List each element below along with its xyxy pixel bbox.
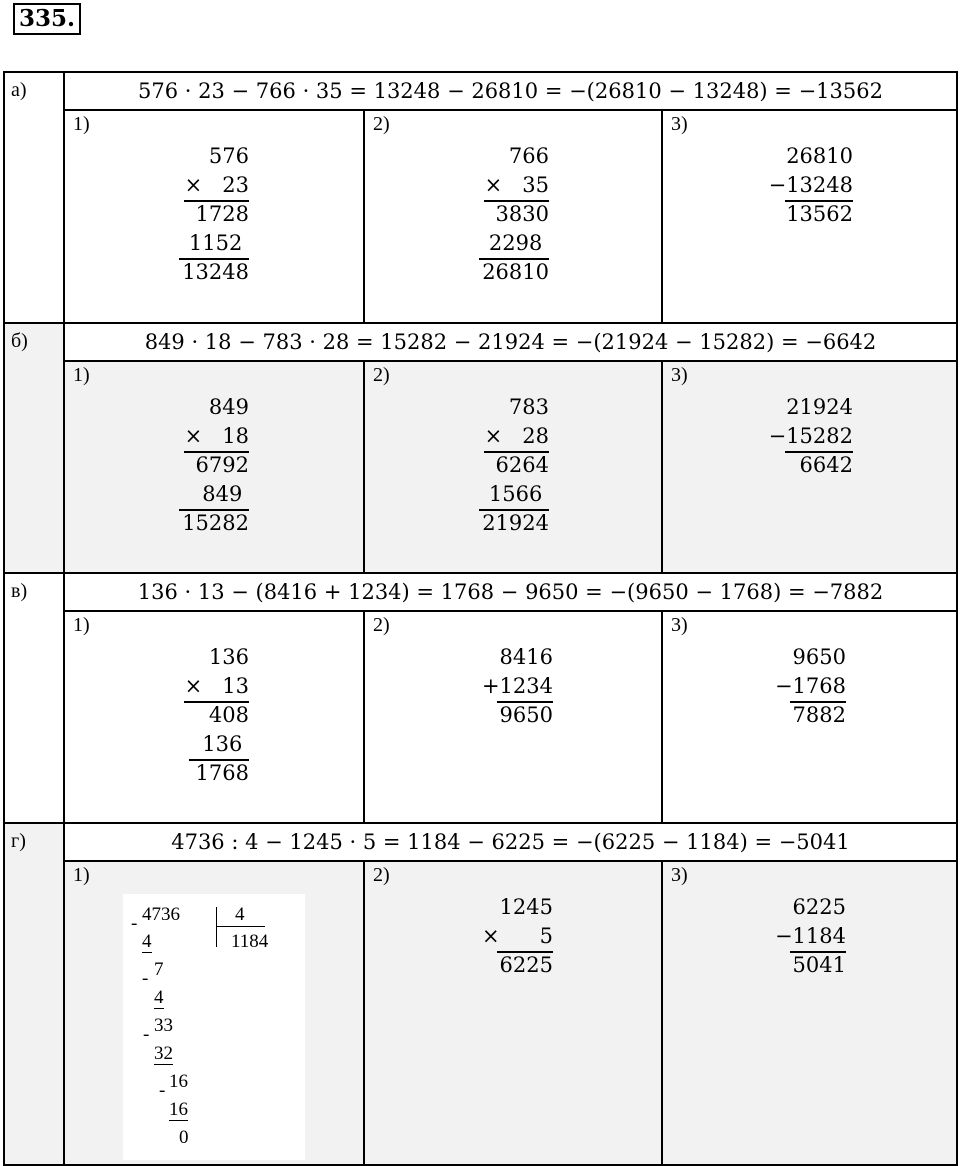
calc-line: 6225 bbox=[792, 895, 846, 919]
section-b bbox=[3, 322, 958, 573]
calc-line: 408 bbox=[185, 701, 249, 730]
calc-line: 136 bbox=[202, 732, 249, 756]
calc-line: 783 bbox=[508, 395, 549, 419]
multiplication-column bbox=[482, 142, 549, 287]
calc-line: 2298 bbox=[488, 231, 549, 255]
division-remainder: 0 bbox=[179, 1127, 189, 1148]
quotient: 1184 bbox=[231, 931, 269, 952]
step-2-cell bbox=[363, 109, 663, 322]
addition-column bbox=[482, 643, 553, 730]
long-division-image bbox=[123, 894, 305, 1160]
step-1-cell bbox=[65, 860, 363, 1164]
minus-sign: - bbox=[131, 913, 138, 934]
step-number: 1) bbox=[73, 113, 90, 135]
multiplication-column bbox=[185, 643, 249, 788]
calc-line: × 35 bbox=[484, 173, 549, 197]
step-3-cell bbox=[661, 610, 956, 823]
divisor-line bbox=[217, 926, 265, 927]
section-letter: в) bbox=[11, 580, 28, 602]
subtraction-column bbox=[775, 893, 846, 980]
calc-line: 6642 bbox=[769, 451, 853, 480]
calc-line: 21924 bbox=[786, 395, 853, 419]
multiplication-column bbox=[482, 893, 553, 980]
section-letter: г) bbox=[11, 830, 26, 852]
calc-line: −1184 bbox=[774, 924, 846, 948]
step-number: 3) bbox=[671, 614, 688, 636]
step-2-cell bbox=[363, 610, 663, 823]
expression: 136 · 13 − (8416 + 1234) = 1768 − 9650 = −(9650 − 1768) = −7882 bbox=[65, 574, 956, 612]
step-number: 2) bbox=[373, 364, 390, 386]
calc-line: 26810 bbox=[786, 144, 853, 168]
calc-line: 6264 bbox=[482, 451, 549, 480]
problem-number: 335. bbox=[13, 3, 81, 35]
step-number: 2) bbox=[373, 614, 390, 636]
section-letter: а) bbox=[11, 79, 27, 101]
calc-line: 1566 bbox=[488, 482, 549, 506]
step-1-cell bbox=[65, 360, 363, 573]
subtraction-column bbox=[769, 393, 853, 480]
step-3-cell bbox=[661, 860, 956, 1164]
step-number: 3) bbox=[671, 113, 688, 135]
calc-line: × 28 bbox=[484, 424, 549, 448]
calc-line: 1768 bbox=[185, 759, 249, 788]
calc-line: 849 bbox=[202, 482, 249, 506]
section-content bbox=[63, 73, 956, 322]
subtraction-column bbox=[775, 643, 846, 730]
expression: 849 · 18 − 783 · 28 = 15282 − 21924 = −(21924 − 15282) = −6642 bbox=[65, 324, 956, 362]
step-number: 1) bbox=[73, 864, 90, 886]
division-row: 4 bbox=[154, 987, 164, 1008]
division-row: 7 bbox=[154, 959, 164, 980]
minus-sign: - bbox=[142, 968, 149, 989]
calc-line: 21924 bbox=[482, 509, 549, 538]
step-3-cell bbox=[661, 360, 956, 573]
section-content bbox=[63, 824, 956, 1164]
expression: 4736 : 4 − 1245 · 5 = 1184 − 6225 = −(6225 − 1184) = −5041 bbox=[65, 824, 956, 862]
step-number: 1) bbox=[73, 364, 90, 386]
minus-sign: - bbox=[143, 1024, 150, 1045]
step-number: 1) bbox=[73, 614, 90, 636]
multiplication-column bbox=[182, 142, 249, 287]
section-letter: б) bbox=[11, 330, 28, 352]
calc-line: 3830 bbox=[482, 200, 549, 229]
dividend: 4736 bbox=[142, 904, 180, 925]
step-1-cell bbox=[65, 109, 363, 322]
calc-line: × 23 bbox=[184, 173, 249, 197]
calc-line: 766 bbox=[508, 144, 549, 168]
calc-line: 1152 bbox=[188, 231, 249, 255]
division-row: 33 bbox=[154, 1015, 173, 1036]
division-row: 16 bbox=[169, 1099, 188, 1120]
section-a bbox=[3, 71, 958, 322]
section-content bbox=[63, 324, 956, 573]
calc-line: 136 bbox=[208, 645, 249, 669]
calc-line: 15282 bbox=[182, 509, 249, 538]
step-2-cell bbox=[363, 860, 663, 1164]
step-number: 3) bbox=[671, 864, 688, 886]
calc-line: 7882 bbox=[775, 701, 846, 730]
calc-line: −1768 bbox=[774, 674, 846, 698]
divisor: 4 bbox=[235, 904, 245, 925]
section-content bbox=[63, 574, 956, 823]
subtraction-column bbox=[769, 142, 853, 229]
calc-line: 6792 bbox=[182, 451, 249, 480]
step-number: 2) bbox=[373, 113, 390, 135]
calc-line: 9650 bbox=[482, 701, 553, 730]
section-g bbox=[3, 822, 958, 1166]
step-2-cell bbox=[363, 360, 663, 573]
calc-line: × 5 bbox=[481, 924, 553, 948]
step-1-cell bbox=[65, 610, 363, 823]
calc-line: 849 bbox=[208, 395, 249, 419]
minus-sign: - bbox=[159, 1080, 166, 1101]
division-row: 32 bbox=[154, 1043, 173, 1064]
division-row: 4 bbox=[142, 931, 152, 952]
multiplication-column bbox=[182, 393, 249, 538]
calc-line: 13562 bbox=[769, 200, 853, 229]
division-row: 16 bbox=[169, 1071, 188, 1092]
multiplication-column bbox=[482, 393, 549, 538]
calc-line: 5041 bbox=[775, 951, 846, 980]
calc-line: −15282 bbox=[768, 424, 853, 448]
calc-line: +1234 bbox=[481, 674, 553, 698]
division-bar bbox=[216, 907, 217, 947]
step-number: 2) bbox=[373, 864, 390, 886]
step-number: 3) bbox=[671, 364, 688, 386]
calc-line: 9650 bbox=[792, 645, 846, 669]
calc-line: 13248 bbox=[182, 258, 249, 287]
calc-line: 6225 bbox=[482, 951, 553, 980]
section-v bbox=[3, 572, 958, 823]
calc-line: −13248 bbox=[768, 173, 853, 197]
calc-line: 576 bbox=[208, 144, 249, 168]
calc-line: × 18 bbox=[184, 424, 249, 448]
calc-line: × 13 bbox=[184, 674, 249, 698]
calc-line: 8416 bbox=[499, 645, 553, 669]
calc-line: 26810 bbox=[482, 258, 549, 287]
calc-line: 1728 bbox=[182, 200, 249, 229]
calc-line: 1245 bbox=[499, 895, 553, 919]
expression: 576 · 23 − 766 · 35 = 13248 − 26810 = −(26810 − 13248) = −13562 bbox=[65, 73, 956, 111]
step-3-cell bbox=[661, 109, 956, 322]
